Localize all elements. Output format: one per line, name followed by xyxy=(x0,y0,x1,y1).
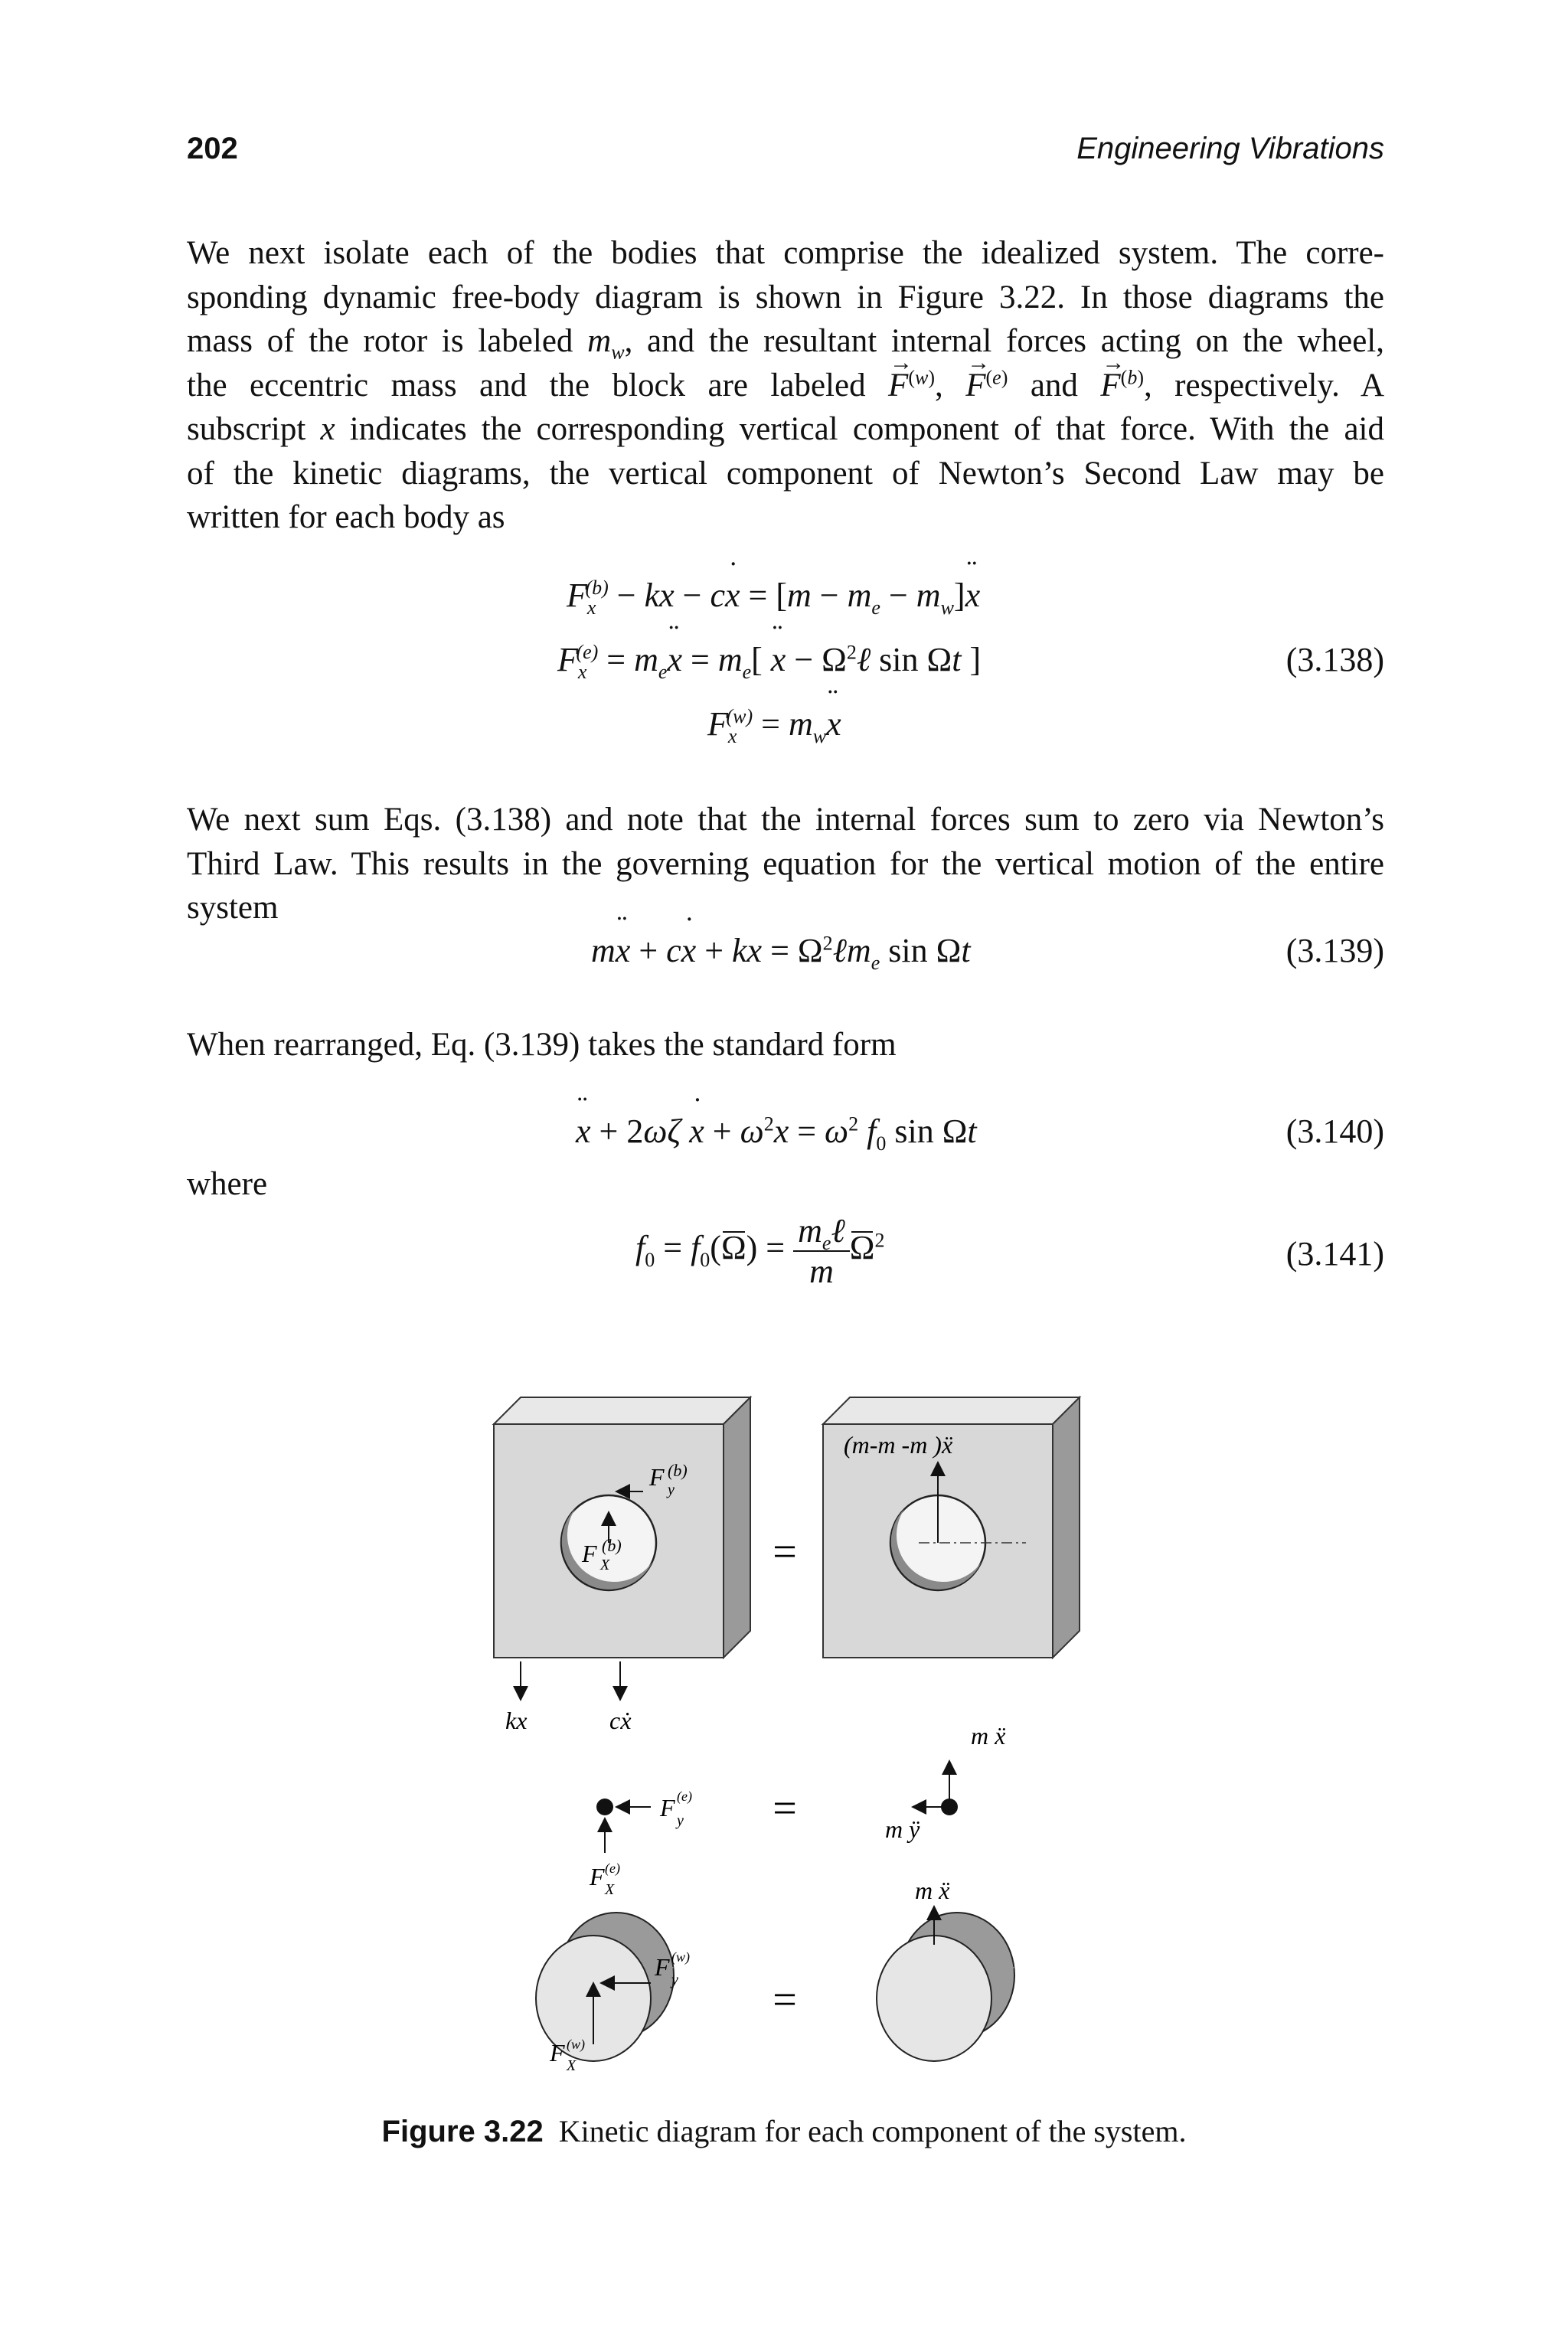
paragraph-intro xyxy=(187,231,1384,540)
label-Fyw-sup: (w) xyxy=(671,1949,690,1965)
equation-3-141: $f_0 = f_0(\Omega)$ = $\frac{m_e\ell}{m}$ $\Omega^2$ xyxy=(635,1212,885,1290)
label-mwxw: m ẍ xyxy=(915,1877,950,1904)
equals-sign-mass: = xyxy=(773,1785,797,1832)
label-Fye-sup: (e) xyxy=(677,1789,692,1804)
running-header xyxy=(187,132,1384,178)
label-Fxe-sub: X xyxy=(605,1881,615,1898)
label-mexe: m ẍ xyxy=(971,1722,1006,1750)
label-Fxb: F xyxy=(582,1540,597,1567)
figure-caption-text: Kinetic diagram for each component of the system. xyxy=(558,2114,1187,2148)
mass-point xyxy=(596,1799,613,1815)
equation-number-3-141: (3.141) xyxy=(1285,1235,1384,1273)
para1-line: the eccentric mass and the block are labeled → $F^{(w)}$, → $F^{(e)}$ and → $F^{(b)}$, respectively. A xyxy=(187,364,1384,408)
equation-3-139: m¨ x + c˙ x + kx = $\Omega^2\ell m_e$ sin Ωt xyxy=(591,931,971,970)
page-number: 202 xyxy=(187,132,238,165)
eccentric-mass-free-body xyxy=(589,1789,692,1898)
para1-line: sponding dynamic free-body diagram is shown in Figure 3.22. In those diagrams the xyxy=(187,279,1384,315)
equation-3-138-line3: $F_x^{(w)}$ = $m_w¨$ x xyxy=(707,704,841,743)
para1-line: mass of the rotor is labeled $m_w$, and the resultant internal forces acting on the wheel, xyxy=(187,323,1384,364)
label-Fye-sub: y xyxy=(677,1812,684,1829)
para2-line: Third Law. This results in the governing equation for the vertical motion of the entire xyxy=(187,845,1384,882)
para1-line: subscript x indicates the corresponding vertical component of that force. With the aid xyxy=(187,411,1384,447)
equals-sign-block: = xyxy=(773,1528,797,1576)
block-kinetic xyxy=(823,1397,1080,1658)
paragraph-sum xyxy=(187,798,1384,930)
label-cx: cẋ xyxy=(609,1707,632,1734)
paragraph-where: where xyxy=(187,1166,268,1202)
equation-number-3-139: (3.139) xyxy=(1285,932,1384,969)
block-top-face xyxy=(494,1397,750,1424)
label-Fyb-sup: (b) xyxy=(668,1461,688,1480)
label-kx: kx xyxy=(505,1707,528,1734)
equation-3-140: ¨ x + 2ωζ ˙ $x + \omega^2x = \omega^2$ $f_0$ sin Ωt xyxy=(576,1112,977,1151)
running-title: Engineering Vibrations xyxy=(1076,132,1384,165)
para2-line: We next sum Eqs. (3.138) and note that the internal forces sum to zero via Newton’s xyxy=(187,802,1384,838)
label-Fxb-sub: X xyxy=(600,1557,610,1573)
equation-3-138-line1: $F_x^{(b)}$ − kx − c˙ $x = [m - m_e$ − $m_w]¨$ x xyxy=(567,576,980,615)
label-Fxw-sub: X xyxy=(567,2057,577,2074)
label-Fxw-sup: (w) xyxy=(567,2037,585,2052)
label-Fyw-sub: y xyxy=(671,1972,678,1988)
label-Fxw: F xyxy=(550,2039,565,2066)
label-Fyb-sub: y xyxy=(668,1482,675,1498)
para1-line: of the kinetic diagrams, the vertical component of Newton’s Second Law may be xyxy=(187,455,1384,492)
wheel-kinetic xyxy=(877,1877,1014,2061)
equation-3-138-line2: $F_x^{(e)}$ = $m_e¨$ $x = m_e$[ ¨ $x - \Omega^2\ell$ sin Ωt ] xyxy=(557,640,981,679)
para2-line: system xyxy=(187,890,279,926)
equation-number-3-140: (3.140) xyxy=(1285,1112,1384,1150)
para1-line: We next isolate each of the bodies that comprise the idealized system. The corre- xyxy=(187,235,1384,271)
label-block-inertia: (m-m -m )ẍ xyxy=(844,1431,953,1459)
wheel-free-body xyxy=(536,1913,690,2074)
label-Fyb: F xyxy=(649,1463,665,1491)
block-side-face xyxy=(1053,1397,1080,1658)
label-Fxb-sup: (b) xyxy=(602,1536,622,1555)
wheel-front-face xyxy=(877,1936,991,2061)
block-free-body xyxy=(494,1397,750,1734)
label-meye: m ÿ xyxy=(885,1815,920,1843)
paragraph-rearranged: When rearranged, Eq. (3.139) takes the standard form xyxy=(187,1027,897,1063)
equation-number-3-138: (3.138) xyxy=(1285,641,1384,678)
para1-line: written for each body as xyxy=(187,499,505,535)
figure-caption-label: Figure 3.22 xyxy=(381,2115,544,2148)
eccentric-mass-kinetic xyxy=(885,1722,1006,1843)
equals-sign-wheel: = xyxy=(773,1976,797,2024)
block-top-face xyxy=(823,1397,1080,1424)
figure-3-22-diagram xyxy=(459,1378,1110,2075)
label-Fxe: F xyxy=(590,1863,605,1890)
figure-caption xyxy=(0,2113,1568,2149)
label-Fye: F xyxy=(660,1794,675,1821)
label-Fyw: F xyxy=(655,1953,670,1981)
label-Fxe-sup: (e) xyxy=(605,1861,620,1876)
block-side-face xyxy=(724,1397,750,1658)
